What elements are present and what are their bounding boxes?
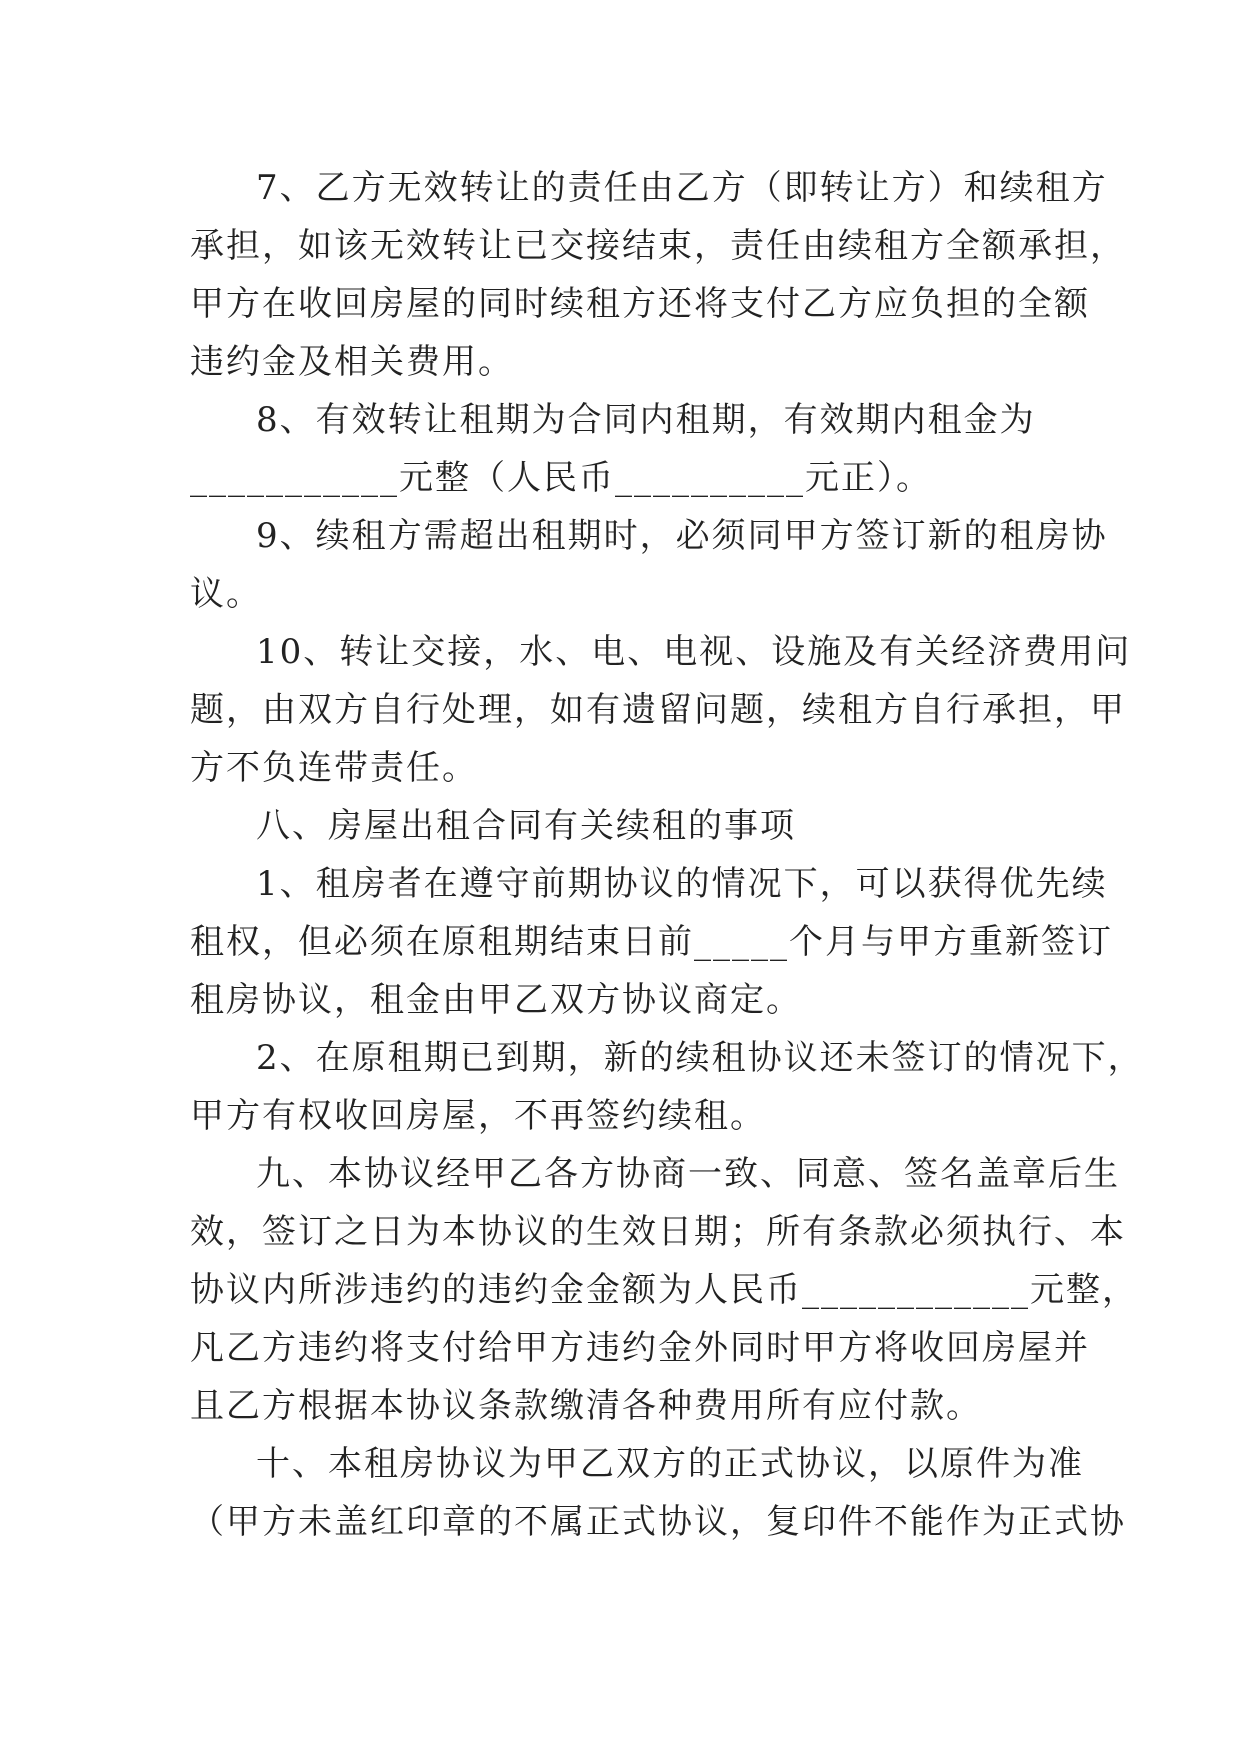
renewal-item-1-line-2: 租权，但必须在原租期结束日前_____个月与甲方重新签订	[190, 922, 1113, 962]
section-9-line-3: 协议内所涉违约的违约金金额为人民币____________元整，	[190, 1270, 1138, 1310]
section-9-line-2: 效，签订之日为本协议的生效日期；所有条款必须执行、本	[190, 1212, 1126, 1252]
section-10-line-1: 十、本租房协议为甲乙双方的正式协议，以原件为准	[256, 1444, 1084, 1484]
clause-10-line-1: 10、转让交接，水、电、电视、设施及有关经济费用问	[256, 632, 1132, 672]
renewal-item-2-line-2: 甲方有权收回房屋，不再签约续租。	[190, 1096, 766, 1136]
renewal-item-1-line-3: 租房协议，租金由甲乙双方协议商定。	[190, 980, 802, 1020]
section-9-line-4: 凡乙方违约将支付给甲方违约金外同时甲方将收回房屋并	[190, 1328, 1090, 1368]
clause-7-line-3: 甲方在收回房屋的同时续租方还将支付乙方应负担的全额	[190, 284, 1090, 324]
clause-9-line-1: 9、续租方需超出租期时，必须同甲方签订新的租房协	[256, 516, 1108, 556]
clause-8-line-2: ___________元整（人民币__________元正）。	[190, 458, 932, 498]
section-9-line-5: 且乙方根据本协议条款缴清各种费用所有应付款。	[190, 1386, 982, 1426]
renewal-item-2-line-1: 2、在原租期已到期，新的续租协议还未签订的情况下，	[256, 1038, 1144, 1078]
clause-7-line-1: 7、乙方无效转让的责任由乙方（即转让方）和续租方	[256, 168, 1108, 208]
section-9-line-1: 九、本协议经甲乙各方协商一致、同意、签名盖章后生	[256, 1154, 1120, 1194]
section-8-heading: 八、房屋出租合同有关续租的事项	[256, 806, 796, 846]
clause-8-line-1: 8、有效转让租期为合同内租期，有效期内租金为	[256, 400, 1036, 440]
clause-10-line-3: 方不负连带责任。	[190, 748, 478, 788]
clause-7-line-4: 违约金及相关费用。	[190, 342, 514, 382]
clause-7-line-2: 承担，如该无效转让已交接结束，责任由续租方全额承担，	[190, 226, 1126, 266]
renewal-item-1-line-1: 1、租房者在遵守前期协议的情况下，可以获得优先续	[256, 864, 1108, 904]
clause-9-line-2: 议。	[190, 574, 262, 614]
section-10-line-2: （甲方未盖红印章的不属正式协议，复印件不能作为正式协	[190, 1502, 1126, 1542]
clause-10-line-2: 题，由双方自行处理，如有遗留问题，续租方自行承担，甲	[190, 690, 1126, 730]
